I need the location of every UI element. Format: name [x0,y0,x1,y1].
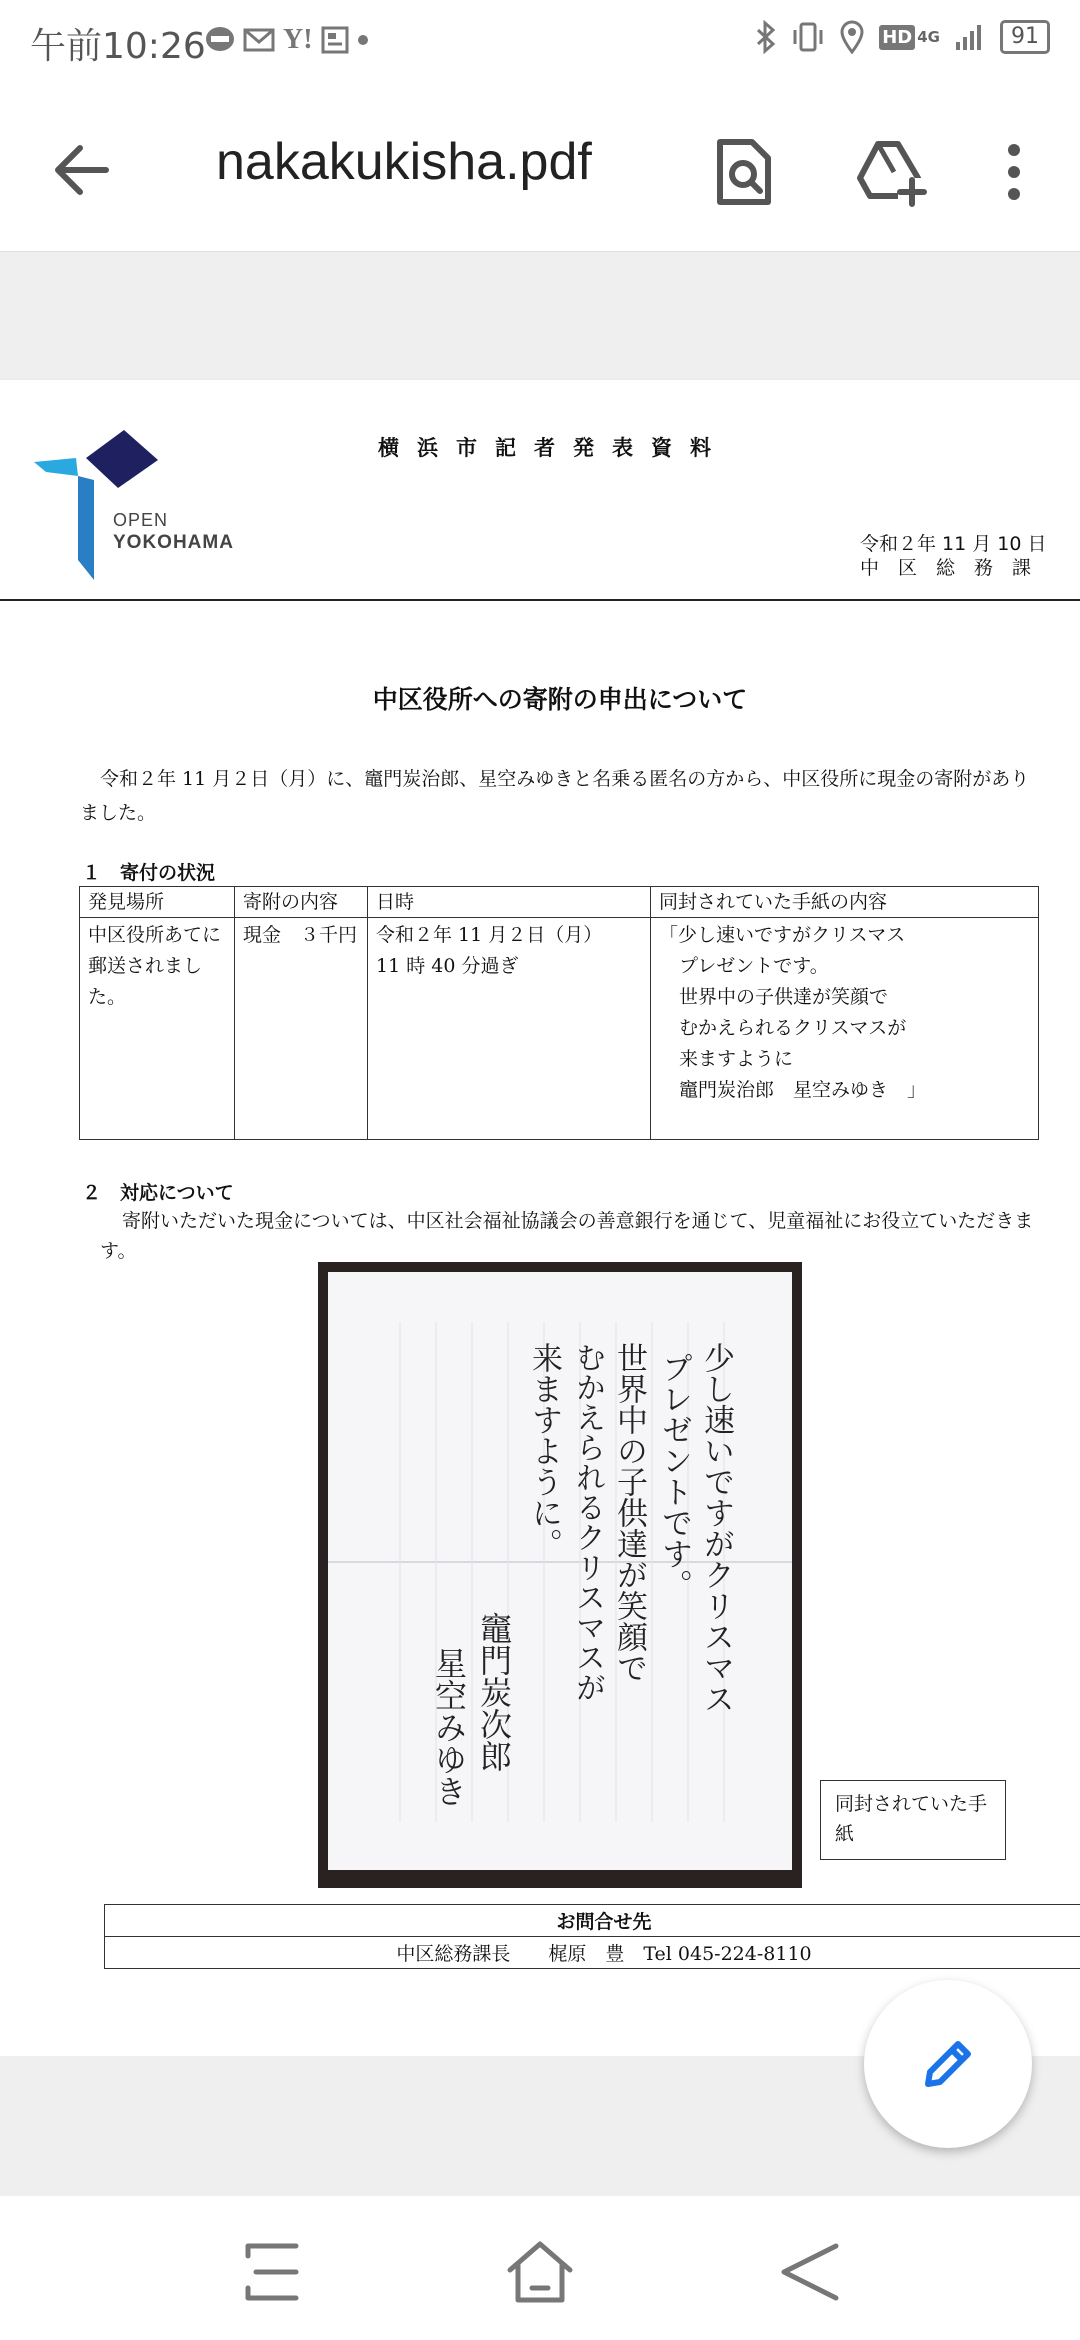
section1-heading: １ 寄付の状況 [82,862,216,884]
section2-heading: ２ 対応について [82,1182,234,1204]
letter-photo [318,1262,802,1888]
back-arrow-icon[interactable] [44,132,120,208]
contact-table [104,1904,1080,1969]
document-title: nakakukisha.pdf [216,133,592,191]
location-icon [839,20,865,54]
home-icon[interactable] [500,2232,580,2312]
letter-line: 世界中の子供達が笑顔で [679,986,889,1008]
yahoo-icon: Y! [283,24,313,55]
recent-apps-icon[interactable] [232,2232,312,2312]
cell-place: 中区役所あてに郵送されました。 [80,918,235,1140]
issue-date: 令和２年 11 月 10 日 [860,533,1047,555]
issue-date-block [860,532,1047,580]
document-heading: 中区役所への寄附の申出について [372,685,748,714]
vibrate-icon [791,21,825,53]
more-options-icon[interactable] [976,134,1052,210]
edit-fab-button[interactable] [864,1980,1032,2148]
handwritten-column: 少し速いですがクリスマス [698,1342,734,1714]
search-in-document-icon[interactable] [706,134,782,210]
header-content: 寄附の内容 [235,887,368,918]
cell-letter [651,918,1039,1140]
datetime-line1: 令和２年 11 月２日（月） [376,924,603,946]
hd-icon: HD 4G [879,25,940,50]
issuing-department: 中 区 総 務 課 [860,557,1032,579]
press-release-heading: 横浜市記者発表資料 [378,436,729,460]
handwritten-column: 世界中の子供達が笑顔で [611,1342,647,1683]
network-type: 4G [917,28,940,46]
handwritten-column: 竈門炭次郎 [475,1612,513,1772]
edit-pencil-icon [916,2032,980,2096]
news-icon [321,25,349,55]
intro-paragraph: 令和２年 11 月２日（月）に、竈門炭治郎、星空みゆきと名乗る匿名の方から、中区役所に現金の寄附がありました。 [80,768,1030,824]
handwritten-column: 来ますように。 [526,1342,562,1559]
status-bar [0,0,1080,84]
battery-indicator: 91 [1000,20,1050,54]
handwritten-column: 星空みゆき [430,1647,468,1807]
header-letter: 同封されていた手紙の内容 [651,887,1039,918]
contact-header: お問合せ先 [105,1905,1080,1937]
system-nav-bar [0,2196,1080,2340]
letter-line: 来ますように [679,1048,794,1070]
back-nav-icon[interactable] [770,2232,850,2312]
table-header-row [80,887,1039,918]
header-rule [0,599,1080,601]
app-bar [0,84,1080,252]
notification-icons [205,24,369,56]
header-place: 発見場所 [80,887,235,918]
viewer-background-top [0,252,1080,380]
signal-icon [954,22,986,52]
add-to-drive-icon[interactable] [852,134,928,210]
photo-caption: 同封されていた手紙 [820,1780,1006,1860]
letter-paper [328,1272,792,1870]
donation-status-table [79,886,1039,1140]
logo-text-yokohama: YOKOHAMA [113,532,234,553]
datetime-line2: 11 時 40 分過ぎ [376,955,519,977]
letter-line: 竈門炭治郎 星空みゆき 」 [679,1079,927,1101]
cell-content: 現金 ３千円 [235,918,368,1140]
bluetooth-icon [755,20,777,54]
dot-icon [357,25,369,55]
header-datetime: 日時 [368,887,651,918]
pdf-page[interactable] [0,380,1080,2056]
logo-text-open: OPEN [113,510,169,530]
letter-line: 「少し速いですがクリスマス [659,924,906,946]
section2-body: 寄附いただいた現金については、中区社会福祉協議会の善意銀行を通じて、児童福祉にお役立ていただきます。 [100,1210,1034,1262]
mail-icon [243,25,275,55]
status-time: 午前10:26 [30,26,206,67]
open-yokohama-logo [34,430,234,580]
line-icon [205,25,235,55]
letter-line: むかえられるクリスマスが [679,1017,907,1039]
handwritten-column: プレゼントです。 [656,1352,692,1600]
contact-detail: 中区総務課長 梶原 豊 Tel 045-224-8110 [105,1937,1080,1969]
table-row [80,918,1039,1140]
letter-line: プレゼントです。 [679,955,829,977]
handwritten-column: むかえられるクリスマスが [570,1342,605,1702]
system-icons [755,20,1050,54]
cell-datetime [368,918,651,1140]
